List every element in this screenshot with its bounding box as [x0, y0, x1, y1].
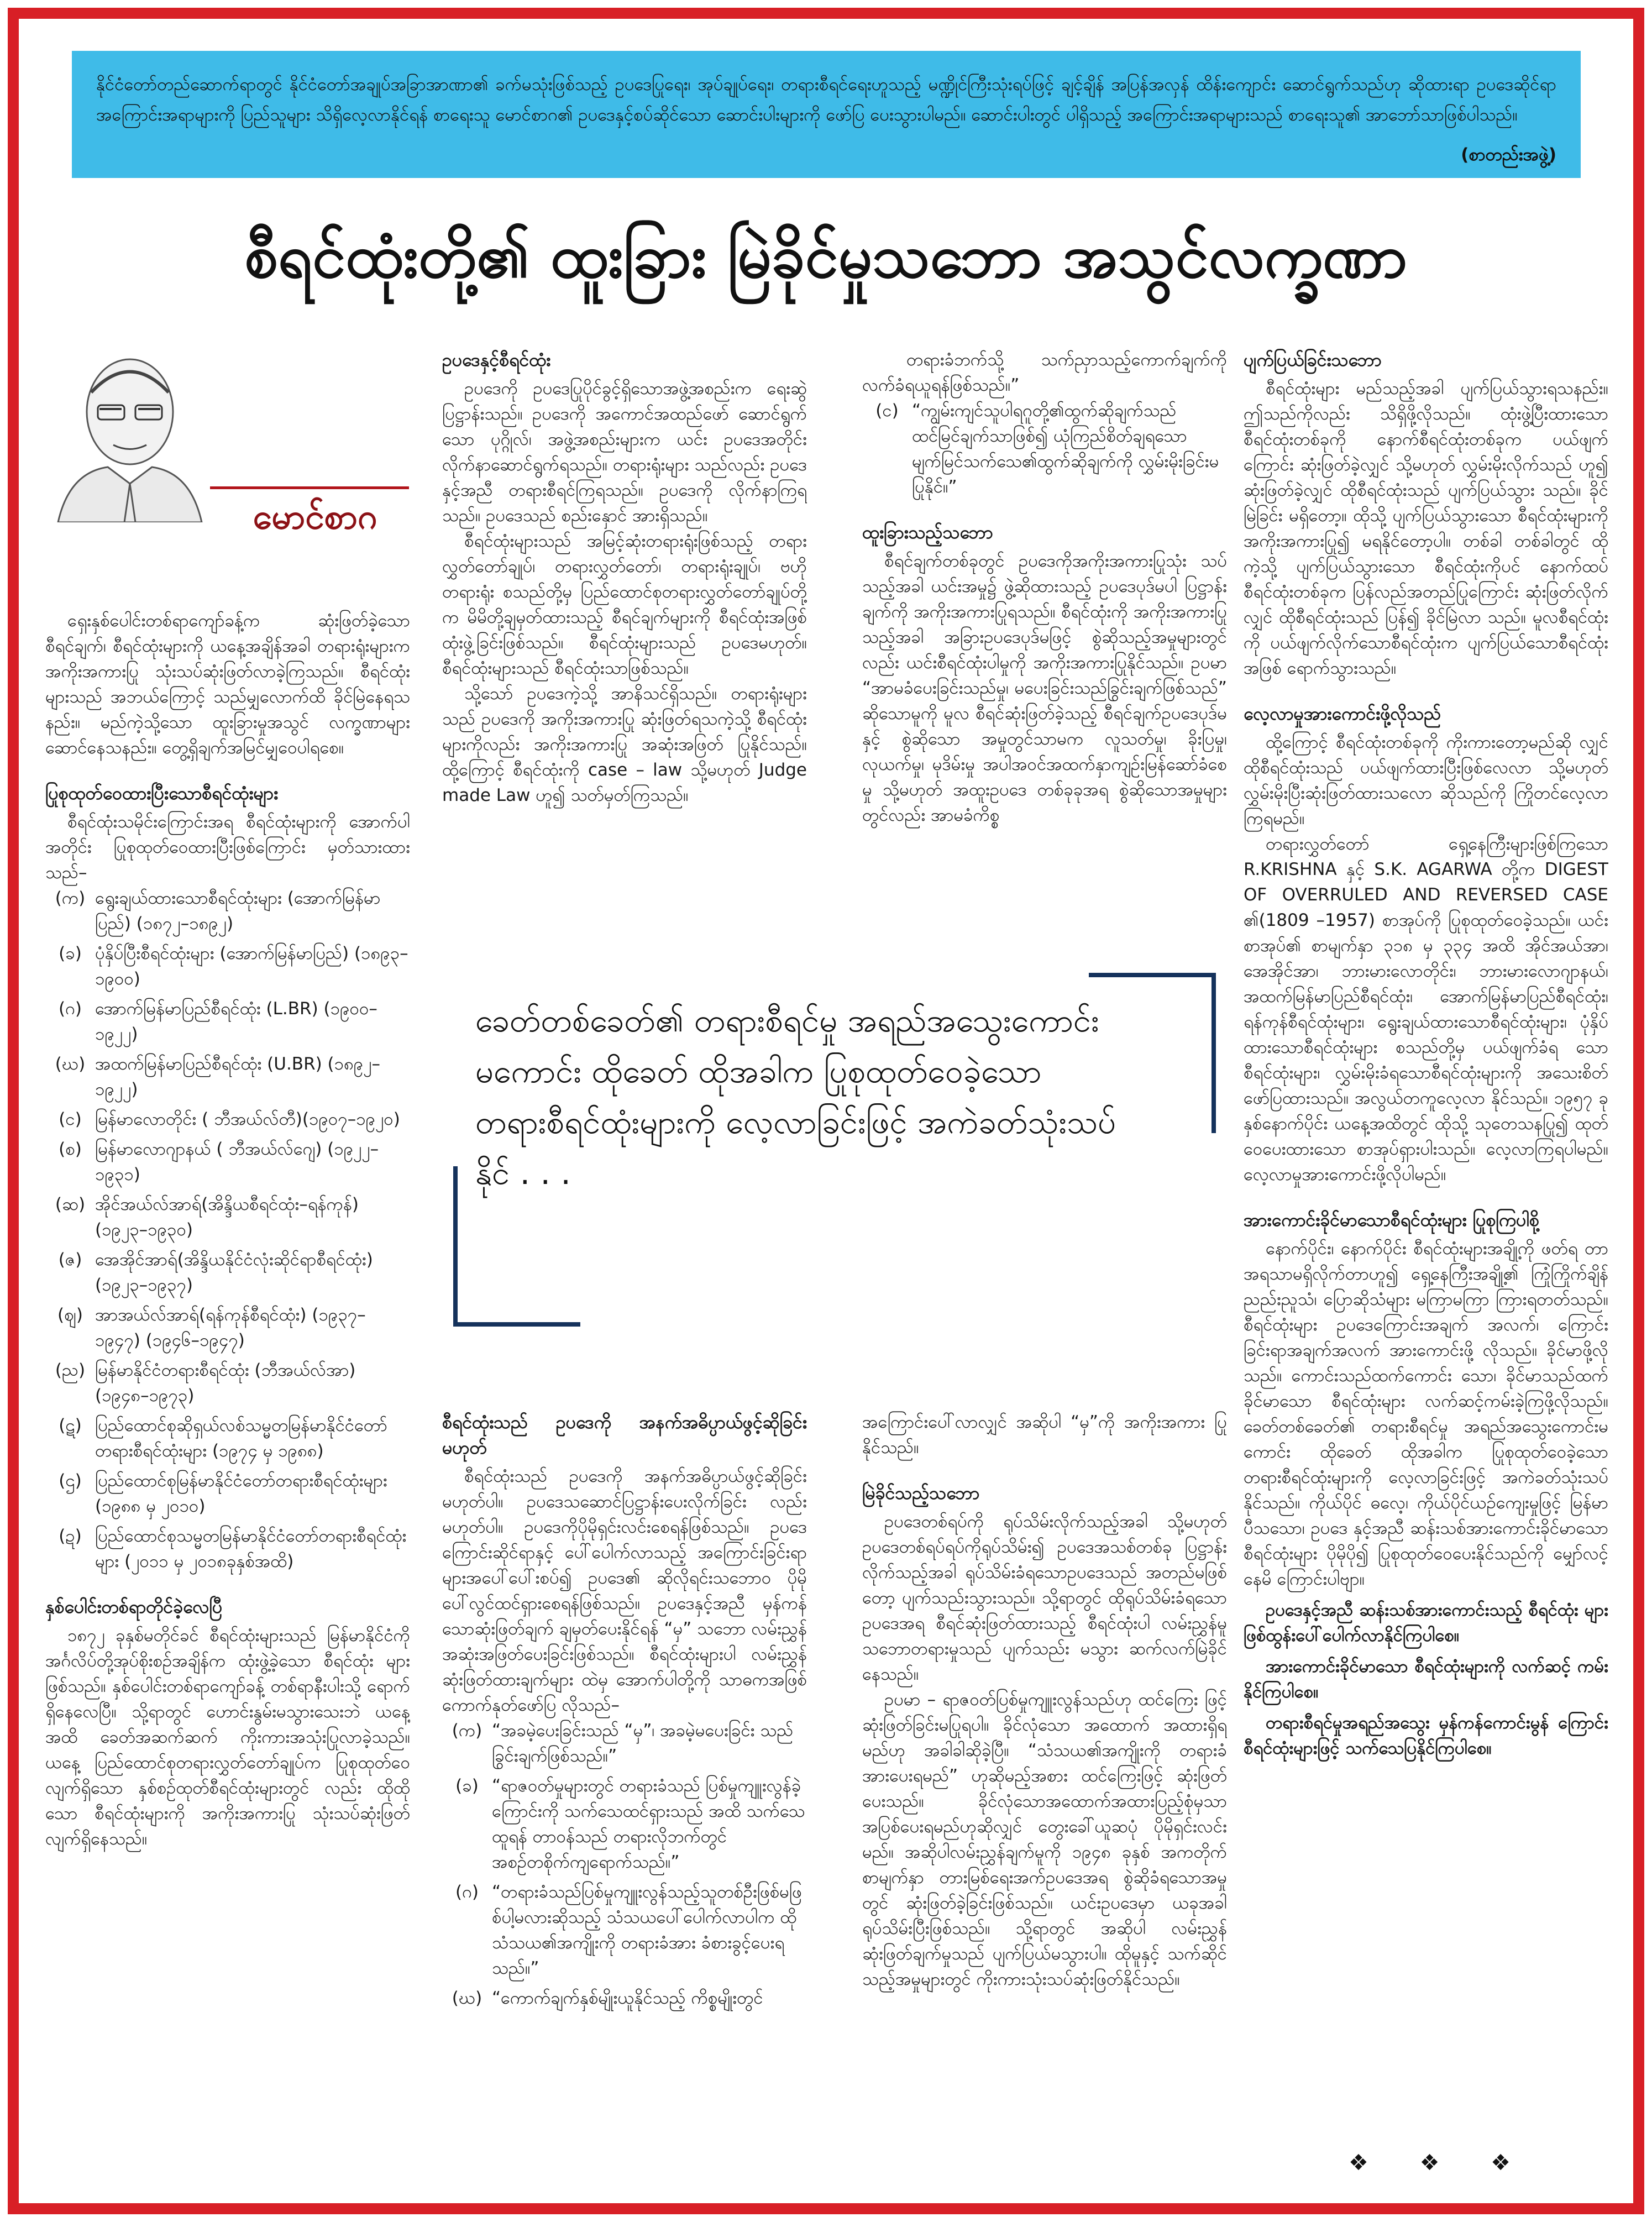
- col3-paragraph: စီရင်ချက်တစ်ခုတွင် ဥပဒေကိုအကိုးအကားပြုသုံး သပ်သည့်အခါ ယင်းအမှု၌ ဖွဲ့ဆိုထားသည့် ဥပဒေပုဒ်မပါ ပြဋ္ဌာန်းချက်ကို အကိုးအကားပြုရသည်။ စီရင်ထုံးကို အကိုးအကားပြုသည့်အခါ အခြားဥပဒေပုဒ်မဖြင့် စွဲဆိုသည့်အမှုများတွင်လည်း ယင်းစီရင်ထုံးပါမှုကို အကိုးအကားပြုနိုင်သည်။ ဥပမာ “အာမခံပေးခြင်းသည်မှု၊ မပေးခြင်းသည်ခြွင်းချက်ဖြစ်သည်” ဆိုသောမူကို မူလ စီရင်ဆုံးဖြတ်ခဲ့သည့် စီရင်ချက်ဥပဒေပုဒ်မနှင့် စွဲဆိုသော အမှုတွင်သာမက လူသတ်မှု၊ ခိုးပြမှု၊ လုယက်မှု၊ မုဒိမ်းမှု အပါအဝင်အထက်နှာကျဉ်းမြန်ဆော်ခံစေမှု သို့မဟုတ် အထူးဥပဒေ တစ်ခုခုအရ စွဲဆိုသောအမှုများတွင်လည်း အာမခံကိစ္စ: [862, 551, 1227, 825]
- list-item: (ဂ) အောက်မြန်မာပြည်စီရင်ထုံး (L.BR) (၁၉၀၀–၁၉၂၂): [59, 999, 377, 1044]
- list-item: (ဇ) အေအိုင်အာရ်(အိန္ဒိယနိုင်ငံလုံးဆိုင်ရာစီရင်ထုံး)(၁၉၂၃–၁၉၃၇): [58, 1250, 373, 1295]
- col1-heading-century: နှစ်ပေါင်းတစ်ရာတိုင်ခဲ့လေပြီ: [45, 1596, 223, 1617]
- list-item: (ဃ) “ကောက်ချက်နှစ်မျိုးယူနိုင်သည့် ကိစ္စမျိုးတွင်: [452, 1988, 763, 2008]
- list-item: (ဂ) “တရားခံသည်ပြစ်မှုကျူးလွန်သည့်သူတစ်ဦးဖြစ်မဖြစ်ပါ့မလားဆိုသည့် သံသယပေါ်ပေါက်လာပါက ထိုသံသယ၏အကျိုးကို တရားခံအား ခံစားခွင့်ပေးရသည်။”: [455, 1882, 802, 1978]
- col4-closing-wish: တရားစီရင်မှုအရည်အသွေး မှန်ကန်ကောင်းမွန် ကြောင်း စီရင်ထုံးများဖြင့် သက်သေပြနိုင်ကြပါစေ။: [1244, 1713, 1608, 1758]
- intro-end-tag: (စာတည်းအဖွဲ့): [1461, 145, 1556, 165]
- author-portrait: [47, 340, 213, 522]
- column-2-bottom: [442, 1409, 807, 2189]
- col4-paragraph: တရားလွှတ်တော် ရှေ့နေကြီးများဖြစ်ကြသော R.KRISHNA နှင့် S.K. AGARWA တို့က DIGEST OF OVERRULED AND REVERSED CASE ၏(1809 –1957) စာအုပ်ကို ပြုစုထုတ်ဝေခဲ့သည်။ ယင်းစာအုပ်၏ စာမျက်နှာ ၃၁၈ မှ ၃၃၄ အထိ အိုင်အယ်အာ၊ အေအိုင်အာ၊ ဘားမားလောတိုင်း၊ ဘားမားလောဂျာနယ်၊ အထက်မြန်မာပြည်စီရင်ထုံး၊ အောက်မြန်မာပြည်စီရင်ထုံး၊ ရန်ကုန်စီရင်ထုံးများ၊ ရွေးချယ်ထားသောစီရင်ထုံးများ၊ ပုံနှိပ်ထားသောစီရင်ထုံးများ စသည်တို့မှ ပယ်ဖျက်ခံရ သော စီရင်ထုံးများ၊ လွှမ်းမိုးခံရသောစီရင်ထုံးများကို အသေးစိတ်ဖော်ပြထားသည်။ အလွယ်တကူလေ့လာ နိုင်သည်။ ၁၉၅၇ ခုနှစ်နောက်ပိုင်း ယနေ့အထိတွင် ထိုသို့ သုတေသနပြု၍ ထုတ်ဝေပေးထားသော စာအုပ်ရှားပါးသည်။ လေ့လာကြရပါမည်။ လေ့လာမှုအားကောင်းဖို့လိုပါမည်။: [1244, 834, 1608, 1185]
- pull-quote-rule: [1212, 973, 1216, 1133]
- column-3-bottom: [862, 1409, 1227, 2189]
- list-item: (ဃ) အထက်မြန်မာပြည်စီရင်ထုံး (U.BR) (၁၈၉၂–၁၉၂၂): [55, 1054, 380, 1099]
- col3-paragraph: တရားခံဘက်သို့ သက်ညှာသည့်ကောက်ချက်ကို လက်ခံရယူရန်ဖြစ်သည်။”: [862, 350, 1227, 395]
- list-item: (က) ရွေးချယ်ထားသောစီရင်ထုံးများ (အောက်မြန်မာပြည်) (၁၈၇၂–၁၈၉၂): [55, 888, 381, 934]
- col2-heading-not-interpretation: စီရင်ထုံးသည် ဥပဒေကို အနက်အဓိပ္ပာယ်ဖွင့်ဆိုခြင်းမဟုတ်: [442, 1412, 807, 1458]
- list-item: (ခ) “ရာဇဝတ်မှုများတွင် တရားခံသည် ပြစ်မှုကျူးလွန်ခဲ့ကြောင်းကို သက်သေထင်ရှားသည် အထိ သက်သေထူရန် တာဝန်သည် တရားလိုဘက်တွင် အစဉ်တစိုက်ကျရောက်သည်။”: [455, 1776, 805, 1872]
- col1-heading-published: ပြုစုထုတ်ဝေထားပြီးသောစီရင်ထုံးများ: [45, 783, 279, 804]
- col2-quote-list: [442, 1718, 807, 2011]
- col1-intro-paragraph: ရှေးနှစ်ပေါင်းတစ်ရာကျော်ခန့်က ဆုံးဖြတ်ခဲ့သော စီရင်ချက်၊ စီရင်ထုံးများကို ယနေ့အချိန်အခါ တရားရုံးများက အကိုးအကားပြု သုံးသပ်ဆုံးဖြတ်လာခဲ့ကြသည်။ စီရင်ထုံးများသည် အဘယ်ကြောင့် သည်မျှလောက်ထိ ခိုင်မြဲနေရသနည်း။ မည်ကဲ့သို့သော ထူးခြားမှုအသွင် လက္ခဏာများ ဆောင်နေသနည်း။ တွေ့ရှိချက်အမြင်မျှဝေပါရစေ။: [45, 611, 410, 758]
- headline: စီရင်ထုံးတို့၏ ထူးခြား မြဲခိုင်မှုသဘော အသွင်လက္ခဏာ: [244, 222, 1408, 291]
- col2-paragraph: ဥပဒေကို ဥပဒေပြုပိုင်ခွင့်ရှိသောအဖွဲ့အစည်းက ရေးဆွဲပြဋ္ဌာန်းသည်။ ဥပဒေကို အကောင်အထည်ဖော် ဆောင်ရွက်သော ပုဂ္ဂိုလ်၊ အဖွဲ့အစည်းများက ယင်း ဥပဒေအတိုင်း လိုက်နာဆောင်ရွက်ရသည်။ တရားရုံးများ သည်လည်း ဥပဒေနှင့်အညီ တရားစီရင်ကြရသည်။ ဥပဒေကို လိုက်နာကြရသည်။ ဥပဒေသည် စည်းနှောင် အားရှိသည်။: [442, 379, 807, 526]
- col1-published-paragraph: စီရင်ထုံးသမိုင်းကြောင်းအရ စီရင်ထုံးများကို အောက်ပါ အတိုင်း ပြုစုထုတ်ဝေထားပြီးဖြစ်ကြောင်း မှတ်သားထား သည်–: [45, 812, 410, 883]
- list-item: (ဍ) ပြည်ထောင်စုသမ္မတမြန်မာနိုင်ငံတော်တရားစီရင်ထုံးများ (၂၀၁၁ မှ ၂၀၁၈ခုနှစ်အထိ): [59, 1526, 407, 1571]
- col2-paragraph: စီရင်ထုံးများသည် အမြင့်ဆုံးတရားရုံးဖြစ်သည့် တရားလွှတ်တော်ချုပ်၊ တရားလွှတ်တော်၊ တရားရုံးချုပ်၊ ဗဟိုတရားရုံး စသည်တို့မှ ပြည်ထောင်စုတရားလွှတ်တော်ချုပ်တို့က မိမိတို့ချမှတ်ထားသည့် စီရင်ချက်များကို စီရင်ထုံးအဖြစ် ထုံးဖွဲ့ခြင်းဖြစ်သည်။ စီရင်ထုံးများသည် ဥပဒေမဟုတ်။ စီရင်ထုံးများသည် စီရင်ထုံးသာဖြစ်သည်။: [442, 531, 807, 678]
- col3-paragraph: အကြောင်းပေါ်လာလျှင် အဆိုပါ “မှ”ကို အကိုးအကား ပြုနိုင်သည်။: [862, 1412, 1227, 1458]
- list-item: (ဌ) ပြည်ထောင်စုမြန်မာနိုင်ငံတော်တရားစီရင်ထုံးများ (၁၉၈၈ မှ ၂၀၁၀): [59, 1471, 387, 1516]
- col3-quote-list: [862, 398, 1227, 500]
- end-mark: ❖ ❖ ❖: [1349, 2150, 1533, 2176]
- col3-paragraph: ဥပဒေတစ်ရပ်ကို ရုပ်သိမ်းလိုက်သည့်အခါ သို့မဟုတ် ဥပဒေတစ်ရပ်ရပ်ကိုရုပ်သိမ်း၍ ဥပဒေအသစ်တစ်ခု ပြဋ္ဌာန်းလိုက်သည့်အခါ ရုပ်သိမ်းခံရသောဥပဒေသည် အတည်မဖြစ်တော့ ပျက်သည်းသွားသည်။ သို့ရာတွင် ထိုရုပ်သိမ်းခံရသောဥပဒေအရ စီရင်ဆုံးဖြတ်ထားသည့် စီရင်ထုံးပါ လမ်းညွှန်မူသဘောတရားမှုသည် ပျက်သည်း မသွား ဆက်လက်မြဲခိုင်နေသည်။: [862, 1512, 1227, 1684]
- pull-quote-rule: [453, 1166, 458, 1327]
- list-item: (င) မြန်မာလောတိုင်း ( ဘီအယ်လ်တီ)(၁၉၀၇–၁၉၂၀): [59, 1109, 400, 1129]
- col4-paragraph: ထို့ကြောင့် စီရင်ထုံးတစ်ခုကို ကိုးကားတော့မည်ဆို လျှင် ထိုစီရင်ထုံးသည် ပယ်ဖျက်ထားပြီးဖြစ်လေလာ သို့မဟုတ် လွှမ်းမိုးပြီးဆုံးဖြတ်ထားသလော ဆိုသည်ကို ကြိုတင်လေ့လာကြရမည်။: [1244, 732, 1608, 829]
- intro-text: နိုင်ငံတော်တည်ဆောက်ရာတွင် နိုင်ငံတော်အချုပ်အခြာအာဏာ၏ ခက်မသုံးဖြစ်သည့် ဥပဒေပြုရေး၊ အုပ်ချုပ်ရေး၊ တရားစီရင်ရေးဟူသည့် မဏ္ဍိုင်ကြီးသုံးရပ်ဖြင့် ချင့်ချိန် အပြန်အလှန် ထိန်းကျောင်း ဆောင်ရွက်သည်ဟု ဆိုထားရာ ဥပဒေဆိုင်ရာ အကြောင်းအရာများကို ပြည်သူများ သိရှိလေ့လာနိုင်ရန် စာရေးသူ မောင်စာဂ၏ ဥပဒေနှင့်စပ်ဆိုင်သော ဆောင်းပါးများကို ဖော်ပြ ပေးသွားပါမည်။ ဆောင်းပါးတွင် ပါရှိသည့် အကြောင်းအရာများသည် စာရေးသူ၏ အာဘော်သာဖြစ်ပါသည်။: [96, 75, 1556, 125]
- list-item: (ည) မြန်မာနိုင်ငံတရားစီရင်ထုံး (ဘီအယ်လ်အာ) (၁၉၄၈–၁၉၇၃): [55, 1360, 356, 1406]
- list-item: (ဋ) ပြည်ထောင်စုဆိုရှယ်လစ်သမ္မတမြန်မာနိုင်ငံတော်တရားစီရင်ထုံးများ (၁၉၇၄ မှ ၁၉၈၈): [59, 1416, 387, 1461]
- byline: မောင်စာဂ: [253, 496, 377, 537]
- col1-report-list: [45, 885, 410, 1574]
- pull-quote-rule: [1089, 973, 1216, 977]
- column-4: [1244, 347, 1608, 2144]
- col1-century-paragraph: ၁၈၇၂ ခုနှစ်မတိုင်ခင် စီရင်ထုံးများသည် မြန်မာနိုင်ငံကို အင်္ဂလိပ်တို့အုပ်စိုးစဉ်အချိန်က ထုံးဖွဲ့ခဲ့သော စီရင်ထုံး များဖြစ်သည်။ နှစ်ပေါင်းတစ်ရာကျော်ခန့် တစ်ရာနီးပါးသို့ ရောက်ရှိနေလေပြီ။ သို့ရာတွင် ဟောင်းနွမ်းမသွားသေးဘဲ ယနေ့အထိ ခေတ်အဆက်ဆက် ကိုးကားအသုံးပြုလာခဲ့သည်။ ယနေ့ ပြည်ထောင်စုတရားလွှတ်တော်ချုပ်က ပြုစုထုတ်ဝေလျက်ရှိသော နှစ်စဉ်ထုတ်စီရင်ထုံးများတွင် လည်း ထိုထိုသော စီရင်ထုံးများကို အကိုးအကားပြု သုံးသပ်ဆုံးဖြတ်လျက်ရှိနေသည်။: [45, 1626, 410, 1849]
- col4-heading-void: ပျက်ပြယ်ခြင်းသဘော: [1244, 349, 1382, 370]
- col4-closing-wish: ဥပဒေနှင့်အညီ ဆန်းသစ်အားကောင်းသည့် စီရင်ထုံး များ ဖြစ်ထွန်းပေါ်ပေါက်လာနိုင်ကြပါစေ။: [1244, 1600, 1608, 1645]
- intro-box: [72, 51, 1581, 178]
- col4-heading-study: လေ့လာမှုအားကောင်းဖို့လိုသည်: [1244, 703, 1441, 724]
- col2-heading-law: ဥပဒေနှင့်စီရင်ထုံး: [442, 349, 551, 370]
- col3-heading-durable: မြဲခိုင်သည့်သဘော: [862, 1482, 980, 1503]
- column-1: [45, 608, 410, 2189]
- col3-paragraph: ဥပမာ – ရာဇဝတ်ပြစ်မှုကျူးလွန်သည်ဟု ထင်ကြေး ဖြင့် ဆုံးဖြတ်ခြင်းမပြုရပါ။ ခိုင်လုံသော အထောက် အထားရှိရမည်ဟု အခါခါဆိုခဲ့ပြီ။ “သံသယ၏အကျိုးကို တရားခံအားပေးရမည်” ဟုဆိုမည့်အစား ထင်ကြေးဖြင့် ဆုံးဖြတ်ပေးသည်။ ခိုင်လုံသောအထောက်အထားပြည့်စုံမှသာ အပြစ်ပေးရမည်ဟုဆိုလျှင် တွေးခေါ်ယူဆပုံ ပိုမိုရှင်းလင်းမည်။ အဆိုပါလမ်းညွှန်ချက်မူကို ၁၉၄၈ ခုနှစ် အကတိုက်စာမျက်နှာ တားမြစ်ရေးအက်ဥပဒေအရ စွဲဆိုခံရသောအမှုတွင် ဆုံးဖြတ်ခဲ့ခြင်းဖြစ်သည်။ ယင်းဥပဒေမှာ ယခုအခါ ရုပ်သိမ်းပြီးဖြစ်သည်။ သို့ရာတွင် အဆိုပါ လမ်းညွှန်ဆုံးဖြတ်ချက်မှုသည် ပျက်ပြယ်မသွားပါ။ ထိုမူနှင့် သက်ဆိုင်သည့်အမှုများတွင် ကိုးကားသုံးသပ်ဆုံးဖြတ်နိုင်သည်။: [862, 1690, 1227, 1989]
- list-item: (က) “အခမဲ့ပေးခြင်းသည် “မှ”၊ အခမဲ့မပေးခြင်း သည် ခြွင်းချက်ဖြစ်သည်။”: [452, 1721, 794, 1766]
- pull-quote-text: ခေတ်တစ်ခေတ်၏ တရားစီရင်မှု အရည်အသွေးကောင်း မကောင်း ထိုခေတ် ထိုအခါက ပြုစုထုတ်ဝေခဲ့သော တရားစီရင်ထုံးများကို လေ့လာခြင်းဖြင့် အကဲခတ်သုံးသပ်နိုင် . . .: [475, 1002, 1116, 1192]
- list-item: (ဆ) အိုင်အယ်လ်အာရ်(အိန္ဒိယစီရင်ထုံး–ရန်ကုန်) (၁၉၂၃–၁၉၃၀): [55, 1194, 359, 1240]
- col4-paragraph: စီရင်ထုံးများ မည်သည့်အခါ ပျက်ပြယ်သွားရသနည်း။ ဤသည်ကိုလည်း သိရှိဖို့လိုသည်။ ထုံးဖွဲ့ပြီးထားသော စီရင်ထုံးတစ်ခုကို နောက်စီရင်ထုံးတစ်ခုက ပယ်ဖျက် ကြောင်း ဆုံးဖြတ်ခဲ့လျှင် သို့မဟုတ် လွှမ်းမိုးလိုက်သည် ဟူ၍ ဆုံးဖြတ်ခဲ့လျှင် ထိုစီရင်ထုံးသည် ပျက်ပြယ်သွား သည်။ ခိုင်မြဲခြင်း မရှိတော့။ ထိုသို့ ပျက်ပြယ်သွားသော စီရင်ထုံးများကို အကိုးအကားပြု၍ မရနိုင်တော့ပါ။ တစ်ခါ တစ်ခါတွင် ထိုကဲ့သို့ ပျက်ပြယ်သွားသော စီရင်ထုံးကိုပင် နောက်ထပ်စီရင်ထုံးတစ်ခုက ပြန်လည်အတည်ပြုကြောင်း ဆုံးဖြတ်လိုက်လျှင် ထိုစီရင်ထုံးသည် ပြန်၍ ခိုင်မြဲလာ သည်။ မူလစီရင်ထုံးကို ပယ်ဖျက်လိုက်သောစီရင်ထုံးက ပျက်ပြယ်သောစီရင်ထုံးအဖြစ် ရောက်သွားသည်။: [1244, 379, 1608, 678]
- col2-paragraph: သို့သော် ဥပဒေကဲ့သို့ အာနိသင်ရှိသည်။ တရားရုံးများ သည် ဥပဒေကို အကိုးအကားပြု ဆုံးဖြတ်ရသကဲ့သို့ စီရင်ထုံးများကိုလည်း အကိုးအကားပြု အဆုံးအဖြတ် ပြုနိုင်သည်။ ထို့ကြောင့် စီရင်ထုံးကို case – law သို့မဟုတ် Judge made Law ဟူ၍ သတ်မှတ်ကြသည်။: [442, 684, 807, 805]
- list-item: (စ) မြန်မာလောဂျာနယ် ( ဘီအယ်လ်ဂျေ) (၁၉၂၂–၁၉၃၁): [59, 1139, 379, 1185]
- col4-paragraph: နောက်ပိုင်း၊ နောက်ပိုင်း စီရင်ထုံးများအချို့ကို ဖတ်ရ တာ အရသာမရှိလိုက်တာဟူ၍ ရှေ့နေကြီးအချို့၏ ကြုံကြိုက်ချိန် ညည်းညူသံ၊ ပြောဆိုသံများ မကြာမကြာ ကြားရတတ်သည်။ စီရင်ထုံးများ ဥပဒေကြောင်းအချက် အလက်၊ ကြောင်းခြင်းရာအချက်အလက် အားကောင်းဖို့ လိုသည်။ ခိုင်မာဖို့လိုသည်။ ကောင်းသည်ထက်ကောင်း သော၊ ခိုင်မာသည်ထက်ခိုင်မာသော စီရင်ထုံးများ လက်ဆင့်ကမ်းခဲ့ကြဖို့လိုသည်။ ခေတ်တစ်ခေတ်၏ တရားစီရင်မှု အရည်အသွေးကောင်းမကောင်း ထိုခေတ် ထိုအခါက ပြုစုထုတ်ဝေခဲ့သော တရားစီရင်ထုံးများကို လေ့လာခြင်းဖြင့် အကဲခတ်သုံးသပ်နိုင်သည်။ ကိုယ်ပိုင် ဓလေ့၊ ကိုယ်ပိုင်ယဉ်ကျေးမှုဖြင့် မြန်မာပီသသော၊ ဥပဒေ နှင့်အညီ ဆန်းသစ်အားကောင်းခိုင်မာသော စီရင်ထုံးများ ပိုမိုပို၍ ပြုစုထုတ်ဝေပေးနိုင်သည်ကို မျှော်လင့်နေမိ ကြောင်းပါဗျာ။: [1244, 1239, 1608, 1589]
- col2-paragraph: စီရင်ထုံးသည် ဥပဒေကို အနက်အဓိပ္ပာယ်ဖွင့်ဆိုခြင်း မဟုတ်ပါ။ ဥပဒေသဆောင်ပြဋ္ဌာန်းပေးလိုက်ခြင်း လည်းမဟုတ်ပါ။ ဥပဒေကိုပိုမိုရှင်းလင်းစေရန်ဖြစ်သည်။ ဥပဒေကြောင်းဆိုင်ရာနှင့် ပေါ်ပေါက်လာသည့် အကြောင်းခြင်းရာများအပေါ်ပေါ်းစပ်၍ ဥပဒေ၏ ဆိုလိုရင်းသဘောဝ ပိုမိုပေါ်လွင်ထင်ရှားစေရန်ဖြစ်သည်။ ဥပဒေနှင့်အညီ မှန်ကန်သောဆုံးဖြတ်ချက် ချမှတ်ပေးနိုင်ရန် “မှ” သဘော လမ်းညွှန်အဆုံးအဖြတ်ပေးခြင်းဖြစ်သည်။ စီရင်ထုံးများပါ လမ်းညွှန်ဆုံးဖြတ်ထားချက်များ ထဲမှ အောက်ပါတို့ကို သာဓကအဖြစ် ကောက်နုတ်ဖော်ပြ လိုသည်–: [442, 1466, 807, 1715]
- pull-quote-rule: [453, 1322, 580, 1327]
- col4-closing-wish: အားကောင်းခိုင်မာသော စီရင်ထုံးများကို လက်ဆင့် ကမ်းနိုင်ကြပါစေ။: [1244, 1657, 1608, 1702]
- column-2-top: [442, 347, 807, 922]
- column-3-top: [862, 347, 1227, 922]
- pull-quote: [453, 973, 1216, 1327]
- list-item: (ဈ) အာအယ်လ်အာရ်(ရန်ကုန်စီရင်ထုံး) (၁၉၃၇–၁၉၄၇) (၁၉၄၆–၁၉၄၇): [57, 1305, 366, 1350]
- list-item: (ခ) ပုံနှိပ်ပြီးစီရင်ထုံးများ (အောက်မြန်မာပြည်) (၁၈၉၃–၁၉၀၀): [59, 944, 408, 989]
- list-item: (င) “ကျွမ်းကျင်သူပါရဂူတို့၏ထွက်ဆိုချက်သည် ထင်မြင်ချက်သာဖြစ်၍ ယုံကြည်စိတ်ချရသော မျက်မြင်သက်သေ၏ထွက်ဆိုချက်ကို လွှမ်းမိုးခြင်းမပြုနိုင်။”: [875, 401, 1219, 497]
- col3-heading-unique: ထူးခြားသည့်သဘော: [862, 522, 993, 543]
- col4-heading-strong: အားကောင်းခိုင်မာသောစီရင်ထုံးများ ပြုစုကြပါစို့: [1244, 1209, 1539, 1230]
